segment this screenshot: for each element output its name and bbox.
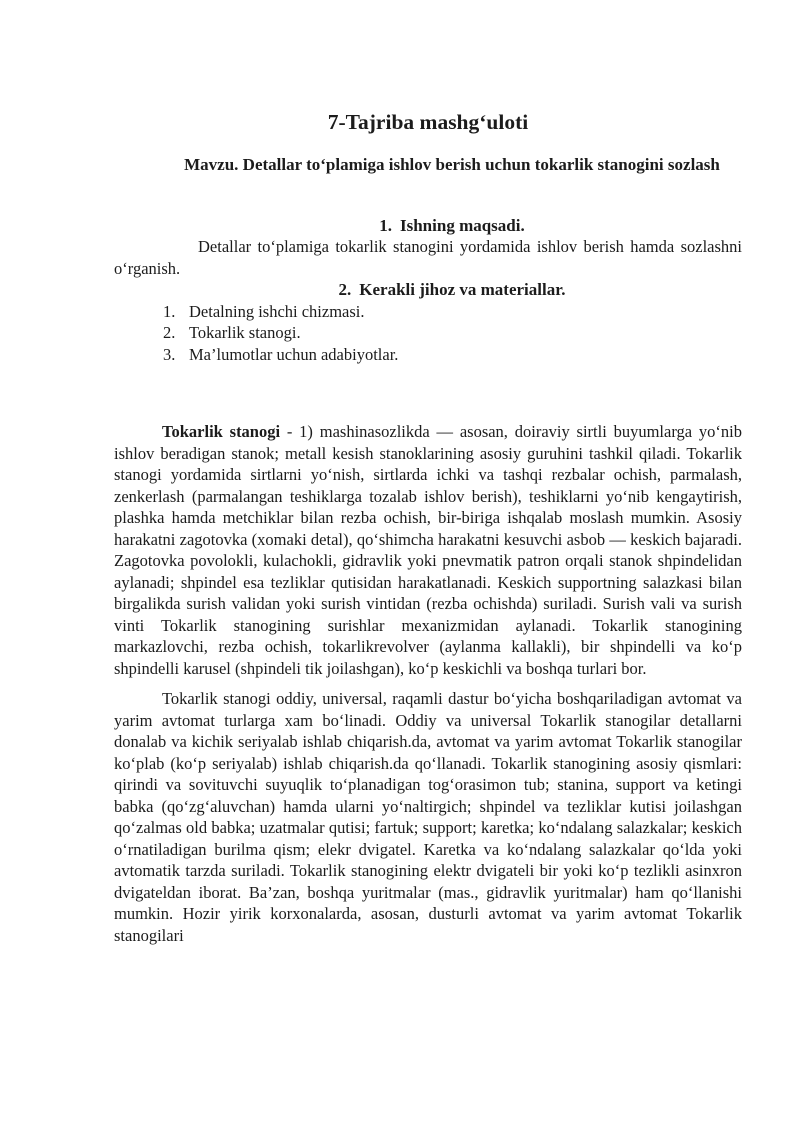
list-item-text: Tokarlik stanogi.: [189, 323, 301, 342]
section-1-body: Detallar to‘plamiga tokarlik stanogini yordamida ishlov berish hamda sozlashni o‘rganish.: [114, 237, 742, 278]
materials-list: [114, 301, 742, 366]
document-subtitle: Mavzu. Detallar to‘plamiga ishlov berish uchun tokarlik stanogini sozlash: [184, 155, 720, 174]
paragraph-lead-term: Tokarlik stanogi: [162, 422, 281, 441]
paragraph-body-text: - 1) mashinasozlikda — asosan, doiraviy sirtli buyumlarga yo‘nib ishlov beradigan stanok; metall kesish stanoklarining asosiy guruhini tashkil qiladi. Tokarlik stanogi yordamida sirtlarni yo‘nish, sirtlarda ichki va tashqi rezbalar ochish, parmalash, zenkerlash (parmalangan teshiklarga tozalab ishlov berish), teshiklarni yo‘nib kengaytirish, plashka hamda metchiklar bilan rezba ochish, bir-biriga ishqalab moslash mumkin. Asosiy harakatni zagotovka (xomaki detal), qo‘shimcha harakatni kesuvchi asbob — keskich bajaradi. Zagotovka povolokli, kulachokli, gidravlik yoki pnevmatik patron orqali stanok shpindelidan aylanadi; shpindel esa tezliklar qutisidan harakatlanadi. Keskich supportning salazkasi bilan birgalikda surish validan yoki surish vintidan (rezba ochishda) suriladi. Surish vali va surish vinti Tokarlik stanogining surishlar mexanizmidan aylanadi. Tokarlik stanogining markazlovchi, rezba ochish, tokarlikrevolver (aylanma kallakli), bir shpindelli va ko‘p shpindelli karusel (shpindeli tik joilashgan), ko‘p keskichli va boshqa turlari bor.: [114, 422, 742, 678]
paragraph-tokarlik-definition: [114, 421, 742, 679]
page-title: 7-Tajriba mashg‘uloti: [327, 110, 529, 134]
section-1-heading: [114, 215, 742, 237]
list-item-text: Ma’lumotlar uchun adabiyotlar.: [189, 344, 399, 364]
list-item: [114, 322, 742, 344]
list-item-text: Detalning ishchi chizmasi.: [189, 301, 365, 321]
section-1-heading-text: Ishning maqsadi.: [400, 215, 525, 235]
list-item-number: 1.: [163, 301, 176, 321]
section-1-number: 1.: [379, 215, 392, 235]
list-item: [114, 301, 742, 323]
list-item: [114, 344, 742, 366]
list-item-number: 2.: [163, 323, 176, 342]
paragraph-tokarlik-types: Tokarlik stanogi oddiy, universal, raqamli dastur bo‘yicha boshqariladigan avtomat va yarim avtomat turlarga xam bo‘linadi. Oddiy va universal Tokarlik stanogilar detallarni donalab va kichik seriyalab ishlab chiqarish.da, avtomat va yarim avtomat Tokarlik stanogilar ko‘plab (ko‘p seriyalab) ishlab chiqarish.da qo‘llanadi. Tokarlik stanogining asosiy qismlari: qirindi va sovituvchi suyuqlik to‘planadigan tog‘orasimon tub; stanina, support va ketingi babka (qo‘zg‘aluvchan) hamda ularni yo‘naltirgich; shpindel va tezliklar kutisi joilashgan qo‘zalmas old babka; uzatmalar qutisi; fartuk; support; karetka; ko‘ndalang salazkalar; keskich o‘rnatiladigan burilma qism; elekr dvigatel. Karetka va ko‘ndalang salazkalar qo‘lda yoki avtomatik tarzda suriladi. Tokarlik stanogining elektr dvigateli bir yoki ko‘p tezlikli asinxron dvigateldan iborat. Ba’zan, boshqa yuritmalar (mas., gidravlik yuritmalar) ham qo‘llanishi mumkin. Hozir yirik korxonalarda, asosan, dusturli avtomat va yarim avtomat Tokarlik stanogilari: [114, 689, 742, 945]
section-2-number: 2.: [338, 280, 352, 299]
section-2-heading-text: Kerakli jihoz va materiallar.: [359, 280, 566, 299]
section-2-heading: [114, 279, 742, 301]
list-item-number: 3.: [163, 344, 176, 364]
